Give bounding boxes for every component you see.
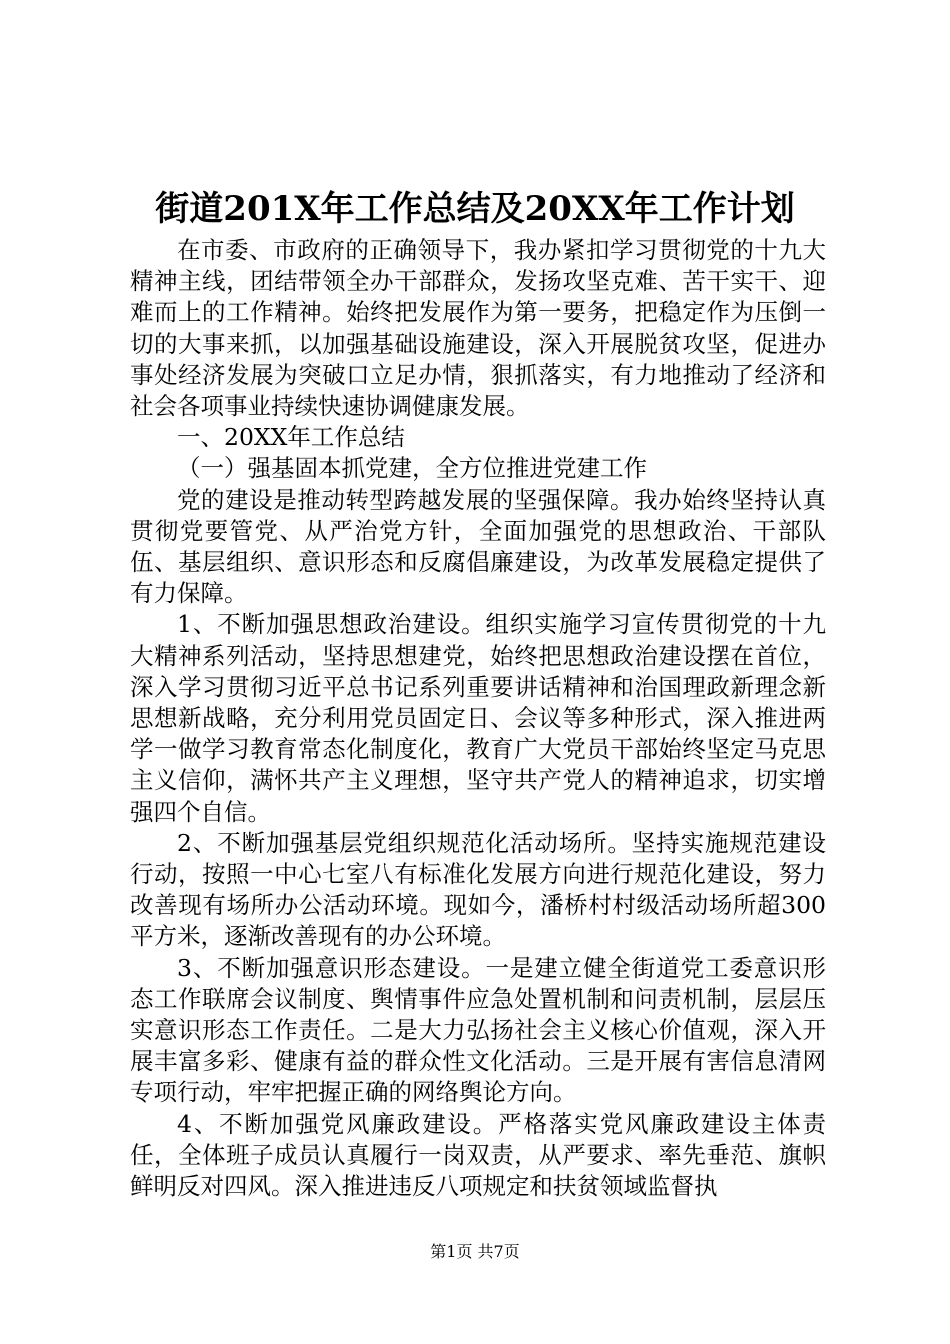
item-paragraph-3: 3、不断加强意识形态建设。一是建立健全街道党工委意识形态工作联席会议制度、舆情事件应急处置机制和问责机制，层层压实意识形态工作责任。二是大力弘扬社会主义核心价值观，深入开展丰富多彩、健康有益的群众性文化活动。三是开展有害信息清网专项行动，牢牢把握正确的网络舆论方向。 <box>130 953 826 1107</box>
item-paragraph-1: 1、不断加强思想政治建设。组织实施学习宣传贯彻党的十九大精神系列活动，坚持思想建党，始终把思想政治建设摆在首位，深入学习贯彻习近平总书记系列重要讲话精神和治国理政新理念新思想新战略，充分利用党员固定日、会议等多种形式，深入推进两学一做学习教育常态化制度化，教育广大党员干部始终坚定马克思主义信仰，满怀共产主义理想，坚守共产党人的精神追求，切实增强四个自信。 <box>130 610 826 826</box>
intro-paragraph: 在市委、市政府的正确领导下，我办紧扣学习贯彻党的十九大精神主线，团结带领全办干部群众，发扬攻坚克难、苦干实干、迎难而上的工作精神。始终把发展作为第一要务，把稳定作为压倒一切的大事来抓，以加强基础设施建设，深入开展脱贫攻坚，促进办事处经济发展为突破口立足办情，狠抓落实，有力地推动了经济和社会各项事业持续快速协调健康发展。 <box>130 236 826 421</box>
document-title: 街道201X年工作总结及20XX年工作计划 <box>155 189 795 229</box>
item-paragraph-4: 4、不断加强党风廉政建设。严格落实党风廉政建设主体责任，全体班子成员认真履行一岗双责，从严要求、率先垂范、旗帜鲜明反对四风。深入推进违反八项规定和扶贫领域监督执 <box>130 1109 826 1201</box>
item-paragraph-2: 2、不断加强基层党组织规范化活动场所。坚持实施规范建设行动，按照一中心七室八有标准化发展方向进行规范化建设，努力改善现有场所办公活动环境。现如今，潘桥村村级活动场所超300平方米，逐渐改善现有的办公环境。 <box>130 828 826 951</box>
subsection-heading: （一）强基固本抓党建，全方位推进党建工作 <box>177 454 647 483</box>
subsection-intro-paragraph: 党的建设是推动转型跨越发展的坚强保障。我办始终坚持认真贯彻党要管党、从严治党方针，全面加强党的思想政治、干部队伍、基层组织、意识形态和反腐倡廉建设，为改革发展稳定提供了有力保障。 <box>130 485 826 608</box>
page-footer: 第1页 共7页 <box>430 1242 520 1261</box>
document-body <box>130 235 826 1202</box>
section-heading: 一、20XX年工作总结 <box>177 423 405 452</box>
